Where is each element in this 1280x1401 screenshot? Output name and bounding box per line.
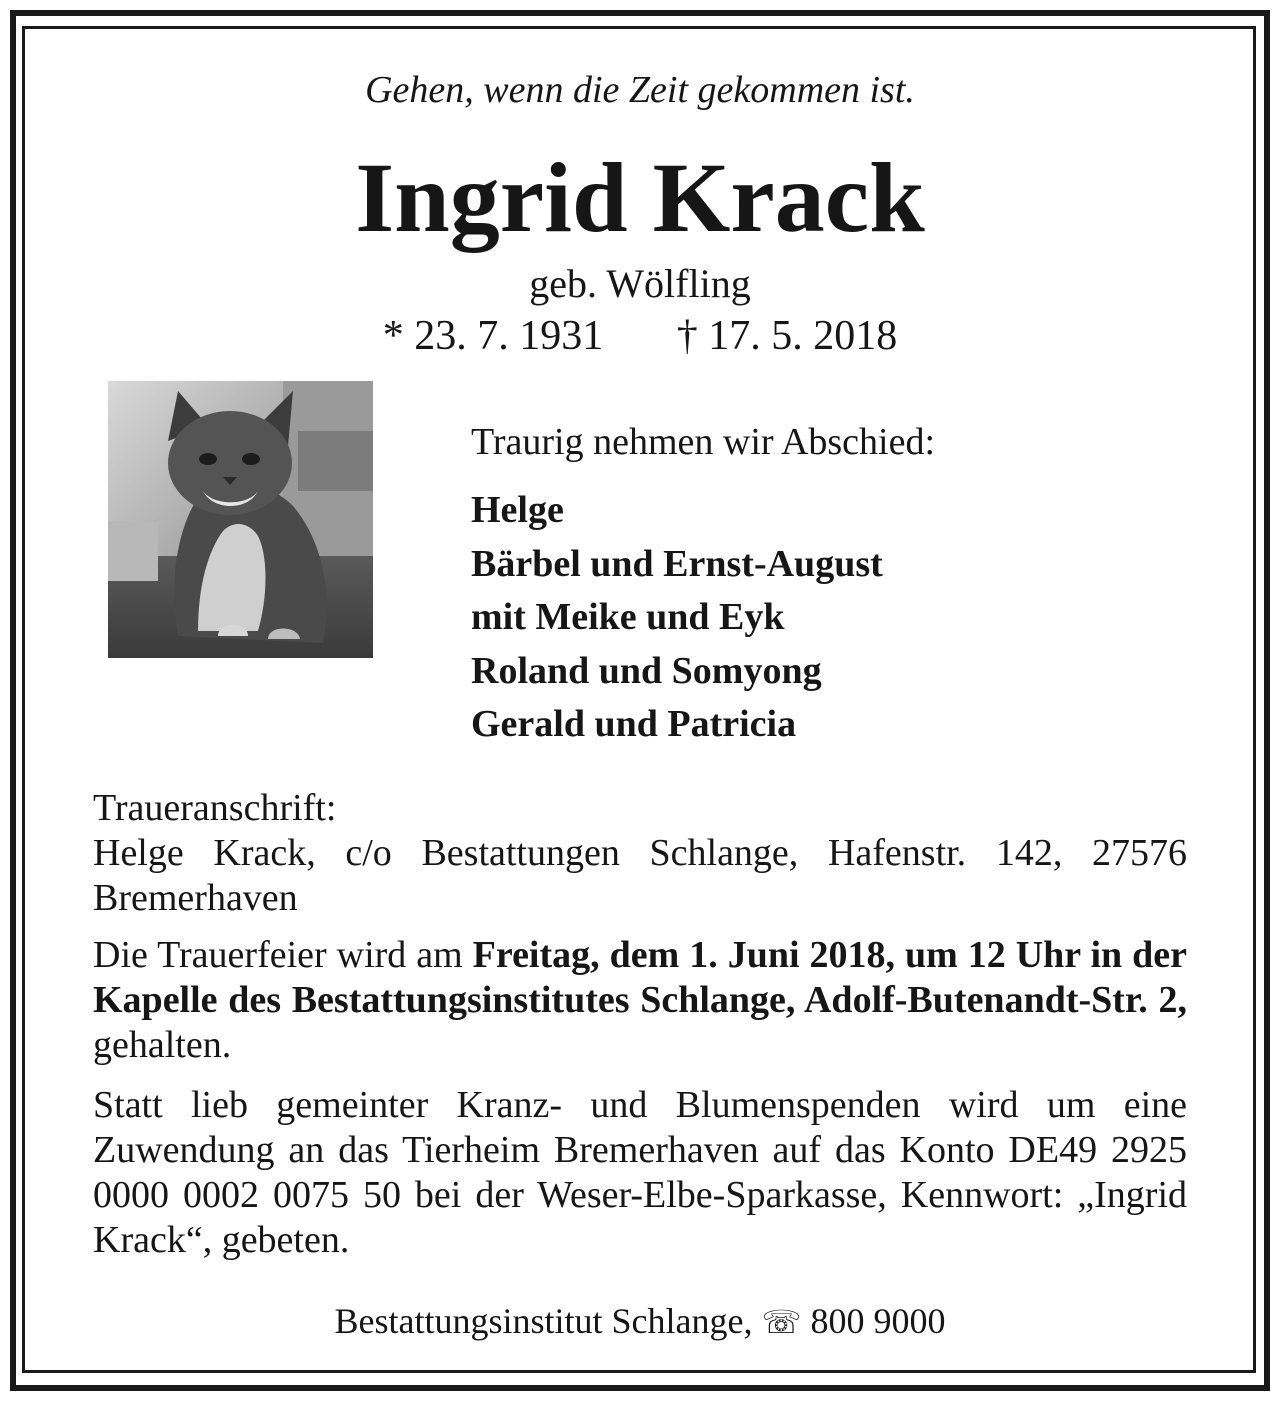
mourning-address [93,831,1187,921]
phone-icon: ☏ [761,1303,802,1341]
maiden-name: geb. Wölfling [529,261,751,306]
ceremony-outro: gehalten. [93,1024,232,1066]
mourning-address-text: Helge Krack, c/o Bestattungen Schlange, Hafenstr. 142, 27576 Bremerhaven [93,832,1187,919]
mourners-list [471,484,883,752]
deceased-name: Ingrid Krack [355,142,925,253]
footer [0,1298,1280,1345]
mourner-item: Roland und Somyong [471,649,822,692]
mourner-item: Gerald und Patricia [471,703,797,745]
mourner-item: Helge [471,489,564,531]
cat-photo [108,381,373,658]
mourner-item: Bärbel und Ernst-August [471,542,883,585]
ceremony-paragraph [93,933,1187,1068]
address-label [93,786,1187,831]
address-label-text: Traueranschrift: [93,787,337,829]
donation-paragraph [93,1083,1187,1263]
mourner-item: mit Meike und Eyk [471,596,785,638]
undertaker-name: Bestattungsinstitut Schlange, [334,1301,753,1341]
phone-number: 800 9000 [810,1301,946,1341]
cat-photo-icon [108,381,373,658]
farewell-line: Traurig nehmen wir Abschied: [471,421,936,463]
birth-date: * 23. 7. 1931 [382,313,604,359]
ceremony-intro: Die Trauerfeier wird am [93,934,473,976]
motto: Gehen, wenn die Zeit gekommen ist. [365,69,915,111]
life-dates [0,310,1280,362]
death-date: † 17. 5. 2018 [676,313,898,359]
ceremony-details: Freitag, dem 1. Juni 2018, um 12 Uhr in der Kapelle des Bestattungsinstitutes Schlange, Adolf-Butenandt-Str. 2, [93,934,1187,1021]
donation-text: Statt lieb gemeinter Kranz- und Blumenspenden wird um eine Zuwendung an das Tierheim Bremerhaven auf das Konto DE49 2925 0000 0002 0075 50 bei der Weser-Elbe-Sparkasse, Kennwort: „Ingrid Krack“, gebeten. [93,1084,1187,1261]
